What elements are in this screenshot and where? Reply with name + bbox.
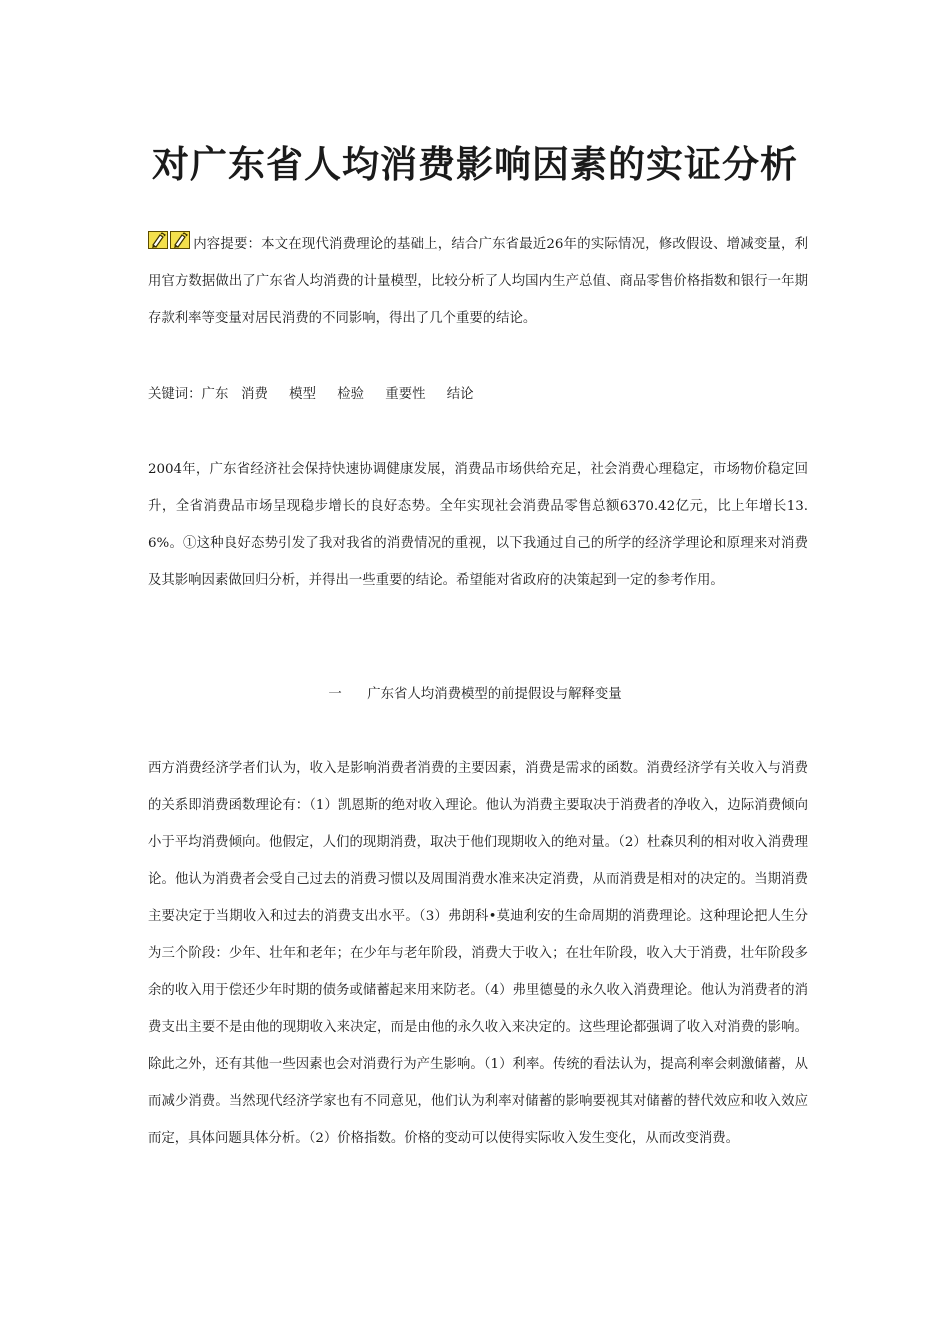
pencil-icon: [148, 231, 168, 249]
keywords-line: 关键词：广东 消费 模型 检验 重要性 结论: [148, 387, 474, 402]
document-title: 对广东省人均消费影响因素的实证分析: [152, 142, 798, 186]
section-paragraph: 西方消费经济学者们认为，收入是影响消费者消费的主要因素，消费是需求的函数。消费经济学有关收入与消费的关系即消费函数理论有：（1）凯恩斯的绝对收入理论。他认为消费主要取决于消费者的净收入，边际消费倾向小于平均消费倾向。他假定，人们的现期消费，取决于他们现期收入的绝对量。（2）杜森贝利的相对收入消费理论。他认为消费者会受自己过去的消费习惯以及周围消费水准来决定消费，从而消费是相对的决定的。当期消费主要决定于当期收入和过去的消费支出水平。（3）弗朗科•莫迪利安的生命周期的消费理论。这种理论把人生分为三个阶段：少年、壮年和老年；在少年与老年阶段，消费大于收入；在壮年阶段，收入大于消费，壮年阶段多余的收入用于偿还少年时期的债务或储蓄起来用来防老。（4）弗里德曼的永久收入消费理论。他认为消费者的消费支出主要不是由他的现期收入来决定，而是由他的永久收入来决定的。这些理论都强调了收入对消费的影响。除此之外，还有其他一些因素也会对消费行为产生影响。（1）利率。传统的看法认为，提高利率会刺激储蓄，从而减少消费。当然现代经济学家也有不同意见，他们认为利率对储蓄的影响要视其对储蓄的替代效应和收入效应而定，具体问题具体分析。（2）价格指数。价格的变动可以使得实际收入发生变化，从而改变消费。: [148, 761, 808, 1146]
abstract-text: 本文在现代消费理论的基础上，结合广东省最近26年的实际情况，修改假设、增减变量，利用官方数据做出了广东省人均消费的计量模型，比较分析了人均国内生产总值、商品零售价格指数和银行一年期存款利率等变量对居民消费的不同影响，得出了几个重要的结论。: [148, 237, 808, 326]
abstract-label: 内容提要：: [193, 237, 262, 252]
section-heading: 一 广东省人均消费模型的前提假设与解释变量: [328, 687, 622, 702]
abstract-paragraph: [148, 226, 808, 337]
abstract-icons: [148, 231, 192, 249]
intro-paragraph: 2004年，广东省经济社会保持快速协调健康发展，消费品市场供给充足，社会消费心理稳定，市场物价稳定回升，全省消费品市场呈现稳步增长的良好态势。全年实现社会消费品零售总额6370.42亿元，比上年增长13.6%。①这种良好态势引发了我对我省的消费情况的重视，以下我通过自己的所学的经济学理论和原理来对消费及其影响因素做回归分析，并得出一些重要的结论。希望能对省政府的决策起到一定的参考作用。: [148, 462, 808, 588]
pencil-icon: [170, 231, 190, 249]
